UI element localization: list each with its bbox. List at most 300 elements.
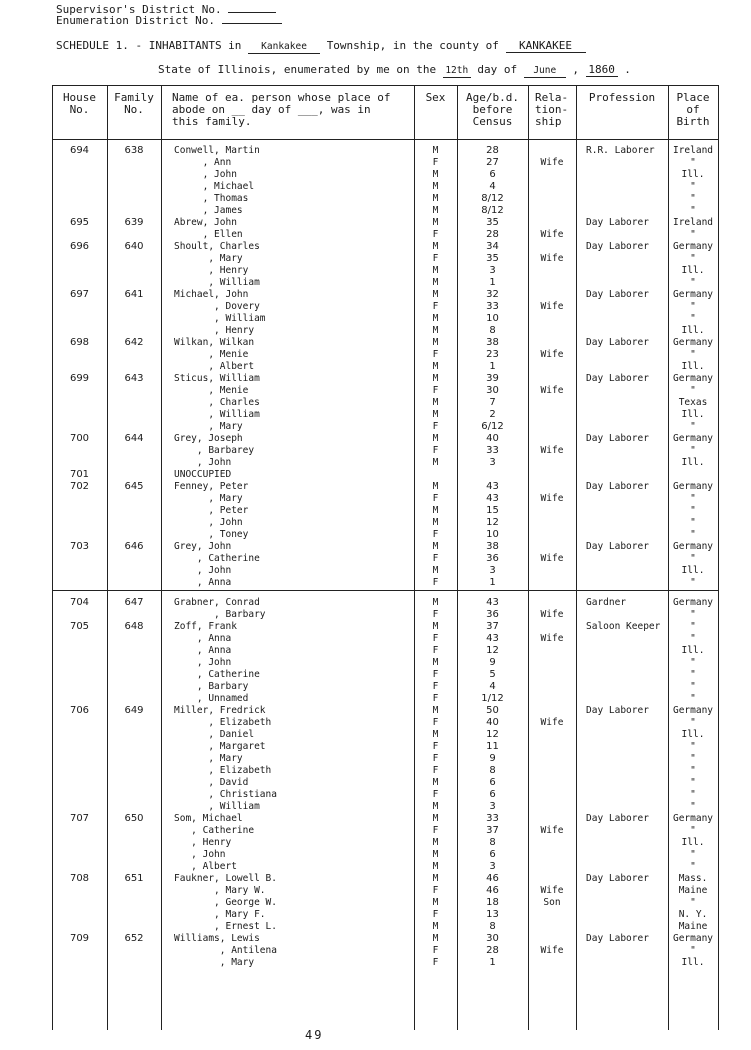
person-name: , Daniel (174, 729, 255, 740)
person-age: 34 (486, 241, 499, 252)
person-age: 9 (489, 657, 496, 668)
person-sex: M (432, 849, 439, 860)
person-name: , Ernest L. (174, 921, 277, 932)
enumeration-district-label: Enumeration District No. (56, 14, 215, 27)
person-sex: M (432, 897, 439, 908)
person-name: Grabner, Conrad (174, 597, 260, 608)
person-sex: M (432, 145, 439, 156)
person-age: 4 (489, 181, 496, 192)
house-number: 702 (69, 481, 90, 492)
profession: Day Laborer (586, 705, 649, 716)
table-top-rule (52, 85, 718, 86)
day-suffix: day of (477, 63, 518, 76)
person-name: , Mary F. (174, 909, 266, 920)
person-age: 18 (486, 897, 499, 908)
person-name: , Antilena (174, 945, 277, 956)
column-header-sex: Sex (425, 91, 446, 104)
person-sex: F (432, 693, 439, 704)
table-header-rule (52, 139, 718, 140)
family-number: 645 (124, 481, 144, 492)
person-name: Zoff, Frank (174, 621, 237, 632)
person-sex: F (432, 229, 439, 240)
person-age: 32 (486, 289, 499, 300)
person-relationship: Wife (540, 945, 564, 956)
person-sex: M (432, 801, 439, 812)
person-birthplace: " (690, 445, 696, 456)
family-number: 646 (124, 541, 144, 552)
column-header-profession: Profession (588, 91, 656, 104)
person-birthplace: " (690, 577, 696, 588)
person-birthplace: Ill. (681, 957, 705, 968)
person-age: 40 (486, 433, 499, 444)
person-sex: M (432, 505, 439, 516)
person-age: 43 (486, 633, 499, 644)
person-sex: M (432, 541, 439, 552)
person-sex: M (432, 813, 439, 824)
person-age: 1 (489, 277, 496, 288)
person-age: 8 (489, 837, 496, 848)
person-age: 2 (489, 409, 496, 420)
person-age: 6 (489, 169, 496, 180)
table-page-join-rule (52, 590, 718, 591)
person-sex: F (432, 717, 439, 728)
person-birthplace: " (690, 313, 696, 324)
person-birthplace: " (690, 897, 696, 908)
family-number: 647 (124, 597, 144, 608)
person-sex: F (432, 885, 439, 896)
person-name: Grey, John (174, 541, 232, 552)
person-name: Som, Michael (174, 813, 243, 824)
person-age: 13 (486, 909, 499, 920)
person-name: , Peter (174, 505, 249, 516)
col-rule-relation (576, 85, 577, 1030)
person-sex: F (432, 445, 439, 456)
person-birthplace: " (690, 657, 696, 668)
person-name: , James (174, 205, 243, 216)
person-age: 40 (486, 717, 499, 728)
person-name: , George W. (174, 897, 277, 908)
person-name: Fenney, Peter (174, 481, 249, 492)
person-sex: M (432, 837, 439, 848)
person-sex: F (432, 493, 439, 504)
profession: Day Laborer (586, 373, 649, 384)
person-sex: M (432, 597, 439, 608)
person-birthplace: Mass. (678, 873, 708, 884)
person-sex: F (432, 253, 439, 264)
person-sex: M (432, 169, 439, 180)
house-number: 701 (69, 469, 90, 480)
person-name: Sticus, William (174, 373, 260, 384)
column-header-relationship: Rela- tion- ship (535, 91, 569, 128)
person-name: Miller, Fredrick (174, 705, 266, 716)
person-age: 8 (489, 921, 496, 932)
person-name: Michael, John (174, 289, 249, 300)
profession: Day Laborer (586, 241, 649, 252)
person-birthplace: " (690, 349, 696, 360)
person-birthplace: Germany (672, 481, 714, 492)
person-sex: M (432, 409, 439, 420)
person-birthplace: Germany (672, 289, 714, 300)
person-birthplace: " (690, 669, 696, 680)
person-age: 27 (486, 157, 499, 168)
family-number: 638 (124, 145, 144, 156)
person-sex: F (432, 789, 439, 800)
col-rule-right (718, 85, 719, 1030)
person-sex: F (432, 421, 439, 432)
profession: R.R. Laborer (586, 145, 655, 156)
person-age: 38 (486, 541, 499, 552)
person-name: , Catherine (174, 825, 255, 836)
person-name: Wilkan, Wilkan (174, 337, 255, 348)
family-number: 644 (124, 433, 144, 444)
person-age: 30 (486, 933, 499, 944)
family-number: 643 (124, 373, 144, 384)
person-sex: M (432, 181, 439, 192)
person-age: 35 (486, 253, 499, 264)
person-birthplace: " (690, 777, 696, 788)
house-number: 699 (69, 373, 90, 384)
column-header-house: House No. (62, 91, 97, 116)
profession: Day Laborer (586, 289, 649, 300)
person-age: 6 (489, 777, 496, 788)
person-birthplace: Ill. (681, 729, 705, 740)
house-number: 704 (69, 597, 90, 608)
person-birthplace: " (690, 741, 696, 752)
person-name: , Barbary (174, 609, 266, 620)
year-value: 1860 (586, 64, 618, 77)
family-number: 640 (124, 241, 144, 252)
person-age: 12 (486, 645, 499, 656)
person-birthplace: " (690, 301, 696, 312)
person-age: 1 (489, 361, 496, 372)
person-birthplace: Ill. (681, 169, 705, 180)
person-age: 6/12 (481, 421, 504, 432)
person-sex: M (432, 657, 439, 668)
person-birthplace: Germany (672, 541, 714, 552)
schedule-prefix: SCHEDULE 1. - INHABITANTS in (56, 39, 242, 52)
person-age: 3 (489, 801, 496, 812)
person-birthplace: Ill. (681, 325, 705, 336)
profession: Day Laborer (586, 933, 649, 944)
person-sex: M (432, 361, 439, 372)
person-name: , Albert (174, 361, 255, 372)
family-number: 642 (124, 337, 144, 348)
person-birthplace: " (690, 253, 696, 264)
person-name: , William (174, 277, 260, 288)
family-number: 641 (124, 289, 144, 300)
person-sex: F (432, 681, 439, 692)
person-age: 5 (489, 669, 496, 680)
person-name: , Ann (174, 157, 232, 168)
column-header-name: Name of ea. person whose place of abode on __ day of ___, was in this family. (172, 91, 391, 128)
person-sex: F (432, 741, 439, 752)
person-age: 15 (486, 505, 499, 516)
person-relationship: Wife (540, 301, 564, 312)
person-birthplace: Germany (672, 597, 714, 608)
person-birthplace: " (690, 753, 696, 764)
person-birthplace: Ill. (681, 409, 705, 420)
person-birthplace: " (690, 825, 696, 836)
person-name: , John (174, 849, 226, 860)
profession: Day Laborer (586, 541, 649, 552)
person-sex: F (432, 301, 439, 312)
person-sex: M (432, 433, 439, 444)
person-name: , Christiana (174, 789, 277, 800)
person-age: 3 (489, 861, 496, 872)
person-sex: M (432, 933, 439, 944)
person-sex: M (432, 777, 439, 788)
person-name: , Henry (174, 265, 249, 276)
profession: Gardner (586, 597, 627, 608)
person-birthplace: Ill. (681, 565, 705, 576)
person-sex: F (432, 753, 439, 764)
person-sex: M (432, 265, 439, 276)
person-birthplace: " (690, 205, 696, 216)
person-birthplace: " (690, 229, 696, 240)
person-name: , Dovery (174, 301, 260, 312)
person-birthplace: " (690, 633, 696, 644)
person-birthplace: " (690, 157, 696, 168)
person-birthplace: " (690, 493, 696, 504)
person-name: , John (174, 657, 232, 668)
person-birthplace: Germany (672, 813, 714, 824)
supervisor-district-label: Supervisor's District No. (56, 3, 222, 16)
person-sex: F (432, 825, 439, 836)
schedule-mid: Township, in the county of (326, 39, 499, 52)
person-age: 3 (489, 457, 496, 468)
col-rule-family (161, 85, 162, 1030)
person-age: 23 (486, 349, 499, 360)
house-number: 703 (69, 541, 90, 552)
month-value: June (524, 65, 566, 78)
person-birthplace: Ill. (681, 361, 705, 372)
day-value: 12th (443, 65, 471, 78)
person-name: Abrew, John (174, 217, 237, 228)
supervisor-district-blank (228, 12, 276, 13)
person-birthplace: Germany (672, 705, 714, 716)
state-line: State of Illinois, enumerated by me on the 12th day of June , 1860 . (158, 63, 631, 76)
person-sex: M (432, 481, 439, 492)
person-relationship: Wife (540, 717, 564, 728)
profession: Day Laborer (586, 337, 649, 348)
person-name: , Barbary (174, 681, 249, 692)
person-name: , Toney (174, 529, 249, 540)
person-birthplace: Germany (672, 241, 714, 252)
person-name: , John (174, 517, 243, 528)
person-birthplace: " (690, 385, 696, 396)
person-age: 43 (486, 481, 499, 492)
person-sex: F (432, 609, 439, 620)
person-birthplace: " (690, 717, 696, 728)
person-sex: M (432, 705, 439, 716)
person-age: 3 (489, 265, 496, 276)
person-sex: M (432, 217, 439, 228)
person-name: , William (174, 409, 260, 420)
column-header-age: Age/b.d. before Census (466, 91, 519, 128)
schedule-line (56, 40, 586, 54)
person-sex: M (432, 861, 439, 872)
person-age: 46 (486, 885, 499, 896)
person-sex: M (432, 277, 439, 288)
person-sex: F (432, 385, 439, 396)
person-sex: M (432, 205, 439, 216)
person-name: , Anna (174, 577, 232, 588)
family-number: 650 (124, 813, 144, 824)
person-relationship: Wife (540, 885, 564, 896)
person-relationship: Wife (540, 633, 564, 644)
person-age: 28 (486, 945, 499, 956)
person-name: , Mary (174, 753, 243, 764)
person-name: , Menie (174, 349, 249, 360)
person-sex: M (432, 289, 439, 300)
person-age: 8 (489, 325, 496, 336)
person-age: 3 (489, 565, 496, 576)
house-number: 705 (69, 621, 90, 632)
house-number: 700 (69, 433, 90, 444)
person-birthplace: " (690, 789, 696, 800)
person-birthplace: Germany (672, 373, 714, 384)
house-number: 695 (69, 217, 90, 228)
person-age: 6 (489, 849, 496, 860)
person-birthplace: " (690, 861, 696, 872)
person-name: , Unnamed (174, 693, 249, 704)
profession: Day Laborer (586, 217, 649, 228)
person-sex: M (432, 241, 439, 252)
column-header-family: Family No. (114, 91, 154, 116)
person-birthplace: " (690, 421, 696, 432)
person-age: 37 (486, 825, 499, 836)
person-birthplace: " (690, 621, 696, 632)
person-sex: M (432, 517, 439, 528)
person-name: , William (174, 801, 260, 812)
person-sex: F (432, 669, 439, 680)
person-age: 33 (486, 445, 499, 456)
person-birthplace: " (690, 505, 696, 516)
person-sex: M (432, 621, 439, 632)
profession: Day Laborer (586, 433, 649, 444)
person-name: , Michael (174, 181, 255, 192)
person-name: , Henry (174, 837, 232, 848)
person-name: UNOCCUPIED (174, 469, 232, 480)
person-sex: F (432, 529, 439, 540)
person-sex: M (432, 873, 439, 884)
person-sex: F (432, 553, 439, 564)
person-age: 30 (486, 385, 499, 396)
person-sex: F (432, 157, 439, 168)
family-number: 649 (124, 705, 144, 716)
person-birthplace: " (690, 609, 696, 620)
person-relationship: Wife (540, 253, 564, 264)
person-name: , Albert (174, 861, 237, 872)
person-name: , Catherine (174, 669, 260, 680)
person-birthplace: Ill. (681, 265, 705, 276)
person-name: , Mary (174, 253, 243, 264)
person-relationship: Wife (540, 825, 564, 836)
person-birthplace: " (690, 553, 696, 564)
person-relationship: Son (543, 897, 561, 908)
person-birthplace: " (690, 517, 696, 528)
person-age: 33 (486, 813, 499, 824)
person-sex: F (432, 945, 439, 956)
person-sex: M (432, 373, 439, 384)
person-age: 28 (486, 229, 499, 240)
county-value: KANKAKEE (506, 40, 586, 53)
person-name: Shoult, Charles (174, 241, 260, 252)
person-birthplace: Texas (678, 397, 708, 408)
person-age: 6 (489, 789, 496, 800)
person-relationship: Wife (540, 493, 564, 504)
profession: Day Laborer (586, 873, 649, 884)
person-name: , John (174, 565, 232, 576)
person-relationship: Wife (540, 609, 564, 620)
profession: Day Laborer (586, 813, 649, 824)
house-number: 696 (69, 241, 90, 252)
person-birthplace: " (690, 193, 696, 204)
person-birthplace: " (690, 801, 696, 812)
person-birthplace: " (690, 693, 696, 704)
house-number: 707 (69, 813, 90, 824)
person-age: 10 (486, 313, 499, 324)
person-age: 39 (486, 373, 499, 384)
profession: Day Laborer (586, 481, 649, 492)
person-name: , William (174, 313, 266, 324)
person-relationship: Wife (540, 229, 564, 240)
person-age: 37 (486, 621, 499, 632)
house-number: 709 (69, 933, 90, 944)
person-birthplace: " (690, 849, 696, 860)
person-birthplace: Ill. (681, 457, 705, 468)
person-birthplace: " (690, 681, 696, 692)
person-age: 28 (486, 145, 499, 156)
person-name: , John (174, 169, 237, 180)
person-sex: M (432, 337, 439, 348)
person-sex: F (432, 577, 439, 588)
person-name: , Ellen (174, 229, 243, 240)
person-name: Conwell, Martin (174, 145, 260, 156)
person-relationship: Wife (540, 349, 564, 360)
enumeration-district-line (56, 15, 282, 27)
person-relationship: Wife (540, 553, 564, 564)
person-sex: M (432, 729, 439, 740)
person-sex: M (432, 921, 439, 932)
person-birthplace: Germany (672, 337, 714, 348)
person-name: Grey, Joseph (174, 433, 243, 444)
person-age: 46 (486, 873, 499, 884)
person-relationship: Wife (540, 445, 564, 456)
person-sex: F (432, 633, 439, 644)
family-number: 648 (124, 621, 144, 632)
person-age: 36 (486, 553, 499, 564)
person-sex: M (432, 565, 439, 576)
person-birthplace: Maine (678, 885, 708, 896)
person-name: , Anna (174, 645, 232, 656)
person-age: 7 (489, 397, 496, 408)
person-sex: F (432, 645, 439, 656)
person-birthplace: " (690, 529, 696, 540)
person-age: 8/12 (481, 205, 504, 216)
person-name: , Mary (174, 421, 243, 432)
township-value: Kankakee (248, 41, 320, 54)
person-name: Williams, Lewis (174, 933, 260, 944)
person-birthplace: " (690, 181, 696, 192)
person-name: , Elizabeth (174, 717, 272, 728)
column-header-birthplace: Place of Birth (676, 91, 710, 128)
person-age: 33 (486, 301, 499, 312)
family-number: 651 (124, 873, 144, 884)
person-name: , Charles (174, 397, 260, 408)
person-name: Faukner, Lowell B. (174, 873, 277, 884)
person-birthplace: Ill. (681, 645, 705, 656)
